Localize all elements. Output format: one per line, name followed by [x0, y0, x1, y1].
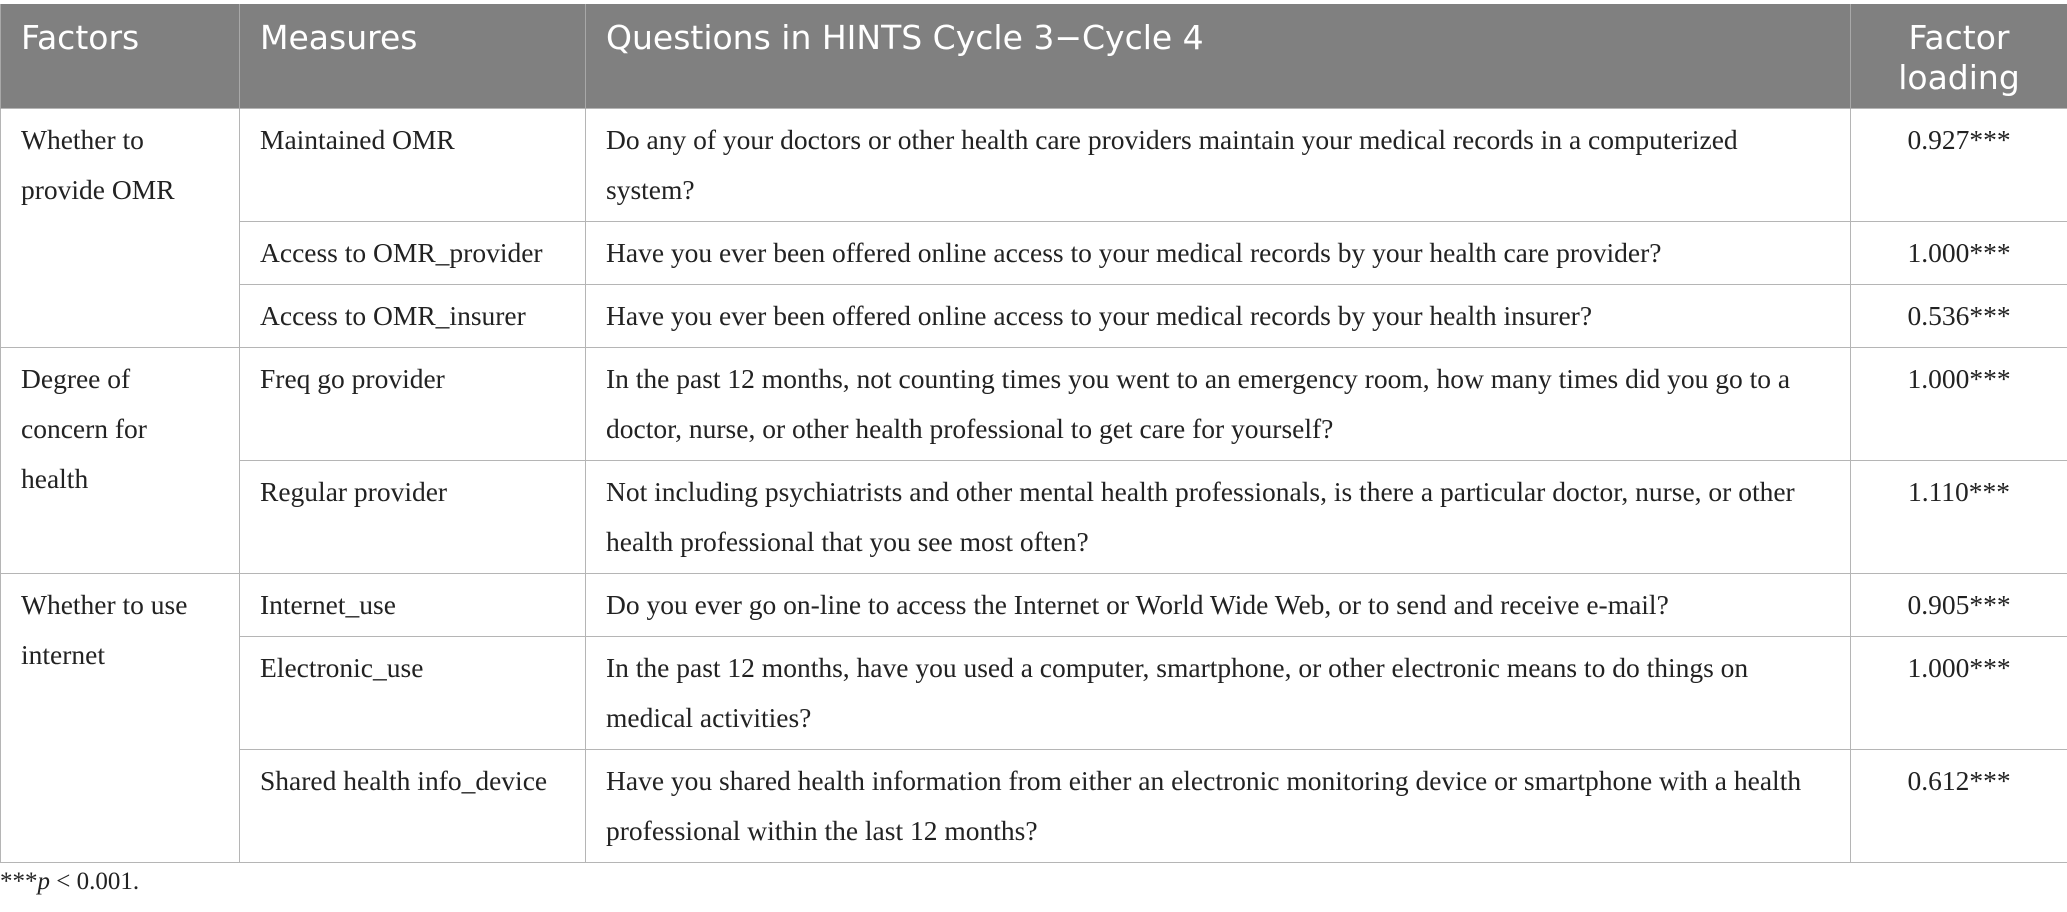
factor-cell: Whether to use internet [1, 574, 240, 863]
question-cell: Have you ever been offered online access to your medical records by your health care provider? [586, 222, 1851, 285]
table-footnote [0, 868, 139, 896]
loading-cell: 0.905*** [1851, 574, 2067, 637]
header-measures: Measures [240, 4, 586, 109]
loading-cell: 0.927*** [1851, 109, 2067, 222]
loading-cell: 0.612*** [1851, 750, 2067, 863]
table-row [1, 285, 2067, 348]
header-factor-loading [1851, 4, 2067, 109]
measure-cell: Maintained OMR [240, 109, 586, 222]
measure-cell: Internet_use [240, 574, 586, 637]
table-row [1, 461, 2067, 574]
question-cell: Have you ever been offered online access to your medical records by your health insurer? [586, 285, 1851, 348]
table-row [1, 222, 2067, 285]
table-row [1, 109, 2067, 222]
question-cell: In the past 12 months, not counting times you went to an emergency room, how many times did you go to a doctor, nurse, or other health professional to get care for yourself? [586, 348, 1851, 461]
footnote-p: p [37, 868, 50, 895]
measure-cell: Regular provider [240, 461, 586, 574]
measure-cell: Access to OMR_provider [240, 222, 586, 285]
table-row [1, 574, 2067, 637]
header-loading-line2: loading [1898, 58, 2020, 97]
loading-cell: 1.000*** [1851, 222, 2067, 285]
question-cell: Do any of your doctors or other health care providers maintain your medical records in a computerized system? [586, 109, 1851, 222]
factor-cell: Degree of concern for health [1, 348, 240, 574]
table-header [1, 4, 2067, 109]
table-body [1, 109, 2067, 863]
loading-cell: 1.000*** [1851, 637, 2067, 750]
loading-cell: 1.000*** [1851, 348, 2067, 461]
header-factors: Factors [1, 4, 240, 109]
footnote-text: < 0.001. [50, 868, 140, 895]
header-loading-line1: Factor [1908, 18, 2010, 57]
table-row [1, 637, 2067, 750]
question-cell: Have you shared health information from either an electronic monitoring device or smartphone with a health professional within the last 12 months? [586, 750, 1851, 863]
question-cell: In the past 12 months, have you used a computer, smartphone, or other electronic means to do things on medical activities? [586, 637, 1851, 750]
header-row [1, 4, 2067, 109]
table-row [1, 348, 2067, 461]
loading-cell: 0.536*** [1851, 285, 2067, 348]
footnote-stars: *** [0, 868, 38, 895]
measure-cell: Shared health info_device [240, 750, 586, 863]
question-cell: Not including psychiatrists and other mental health professionals, is there a particular doctor, nurse, or other health professional that you see most often? [586, 461, 1851, 574]
table-row [1, 750, 2067, 863]
measure-cell: Freq go provider [240, 348, 586, 461]
measure-cell: Electronic_use [240, 637, 586, 750]
factor-loading-table [0, 4, 2067, 863]
header-questions: Questions in HINTS Cycle 3−Cycle 4 [586, 4, 1851, 109]
measure-cell: Access to OMR_insurer [240, 285, 586, 348]
loading-cell: 1.110*** [1851, 461, 2067, 574]
question-cell: Do you ever go on-line to access the Internet or World Wide Web, or to send and receive e-mail? [586, 574, 1851, 637]
factor-cell: Whether to provide OMR [1, 109, 240, 348]
